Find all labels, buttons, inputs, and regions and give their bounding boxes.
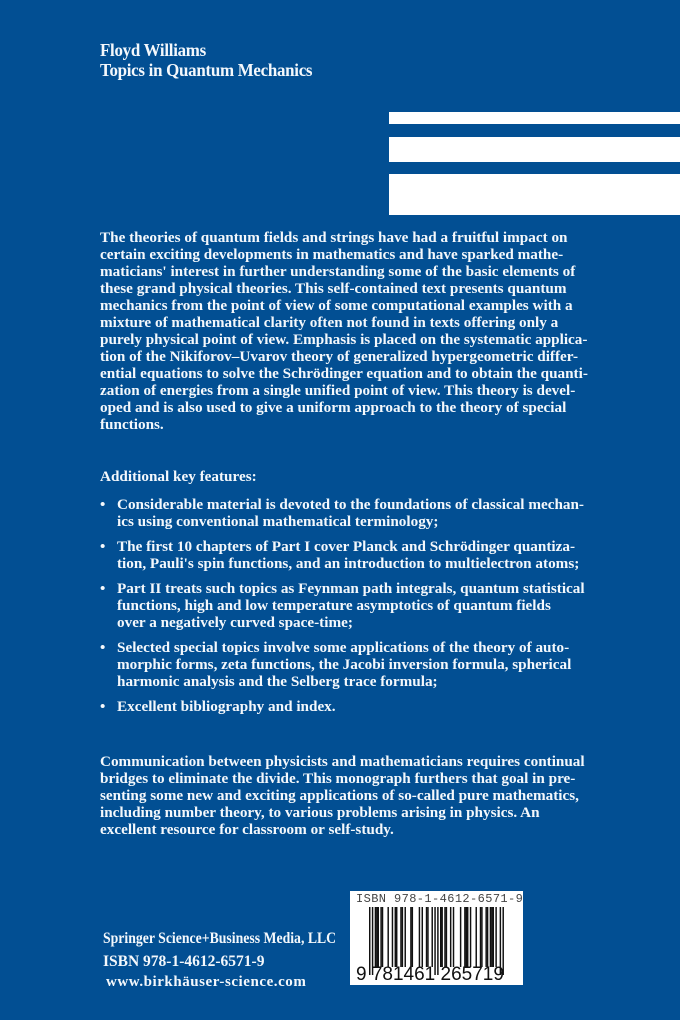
feature-line: Excellent bibliography and index. [117,698,336,715]
feature-line: Selected special topics involve some applications of the theory of auto- [117,639,570,656]
paragraph-1-line: The theories of quantum fields and strings have had a fruitful impact on [100,229,568,246]
feature-item [100,698,600,715]
publisher-name: Springer Science+Business Media, LLC [103,930,337,947]
barcode-digits: 9 781461 265719 [356,964,504,985]
paragraph-1-line: oped and is also used to give a uniform approach to the theory of special [100,399,567,416]
publisher-block [103,930,374,992]
decorative-stripe-1 [389,112,680,124]
feature-item [100,639,600,690]
description-paragraph-1 [100,229,600,433]
paragraph-1-line: certain exciting developments in mathematics and have sparked mathe- [100,246,564,263]
paragraph-1-line: mixture of mathematical clarity often not found in texts offering only a [100,314,559,331]
paragraph-1-line: maticians' interest in further understanding some of the basic elements of [100,263,576,280]
bullet-icon: • [100,639,106,656]
paragraph-2-line: senting some new and exciting applications of so-called pure mathematics, [100,787,579,804]
bullet-icon: • [100,538,106,555]
paragraph-1-line: mechanics from the point of view of some computational examples with a [100,297,573,314]
feature-line: Considerable material is devoted to the foundations of classical mechan- [117,496,584,513]
paragraph-2-line: bridges to eliminate the divide. This monograph furthers that goal in pre- [100,770,576,787]
paragraph-1-line: purely physical point of view. Emphasis is placed on the systematic applica- [100,331,588,348]
isbn-barcode [350,891,523,985]
feature-line: functions, high and low temperature asymptotics of quantum fields [117,597,551,614]
feature-line: The first 10 chapters of Part I cover Planck and Schrödinger quantiza- [117,538,575,555]
paragraph-2-line: Communication between physicists and mathematicians requires continual [100,753,585,770]
paragraph-1-line: functions. [100,416,164,433]
feature-line: harmonic analysis and the Selberg trace formula; [117,673,438,690]
features-list [100,496,600,723]
book-title: Topics in Quantum Mechanics [100,60,313,80]
feature-item [100,580,600,631]
decorative-stripe-2 [389,137,680,162]
paragraph-1-line: these grand physical theories. This self-contained text presents quantum [100,280,567,297]
author-name: Floyd Williams [100,40,206,60]
paragraph-1-line: ential equations to solve the Schrödinger equation and to obtain the quanti- [100,365,588,382]
feature-line: morphic forms, zeta functions, the Jacobi inversion formula, spherical [117,656,572,673]
description-paragraph-2 [100,753,600,838]
feature-item [100,538,600,572]
paragraph-1-line: tion of the Nikiforov–Uvarov theory of generalized hypergeometric differ- [100,348,579,365]
feature-item [100,496,600,530]
paragraph-2-line: including number theory, to various problems arising in physics. An [100,804,540,821]
barcode-isbn-label: ISBN 978-1-4612-6571-9 [356,892,524,906]
features-heading: Additional key features: [100,468,257,485]
publisher-url: www.birkhäuser-science.com [106,974,307,990]
feature-line: ics using conventional mathematical terminology; [117,513,439,530]
bullet-icon: • [100,698,106,715]
publisher-isbn: ISBN 978-1-4612-6571-9 [103,953,265,970]
feature-line: Part II treats such topics as Feynman path integrals, quantum statistical [117,580,585,597]
decorative-stripe-3 [389,174,680,215]
title-block [100,40,326,80]
paragraph-1-line: zation of energies from a single unified point of view. This theory is devel- [100,382,576,399]
bullet-icon: • [100,496,106,513]
paragraph-2-line: excellent resource for classroom or self-study. [100,821,394,838]
feature-line: tion, Pauli's spin functions, and an introduction to multielectron atoms; [117,555,580,572]
feature-line: over a negatively curved space-time; [117,614,353,631]
bullet-icon: • [100,580,106,597]
